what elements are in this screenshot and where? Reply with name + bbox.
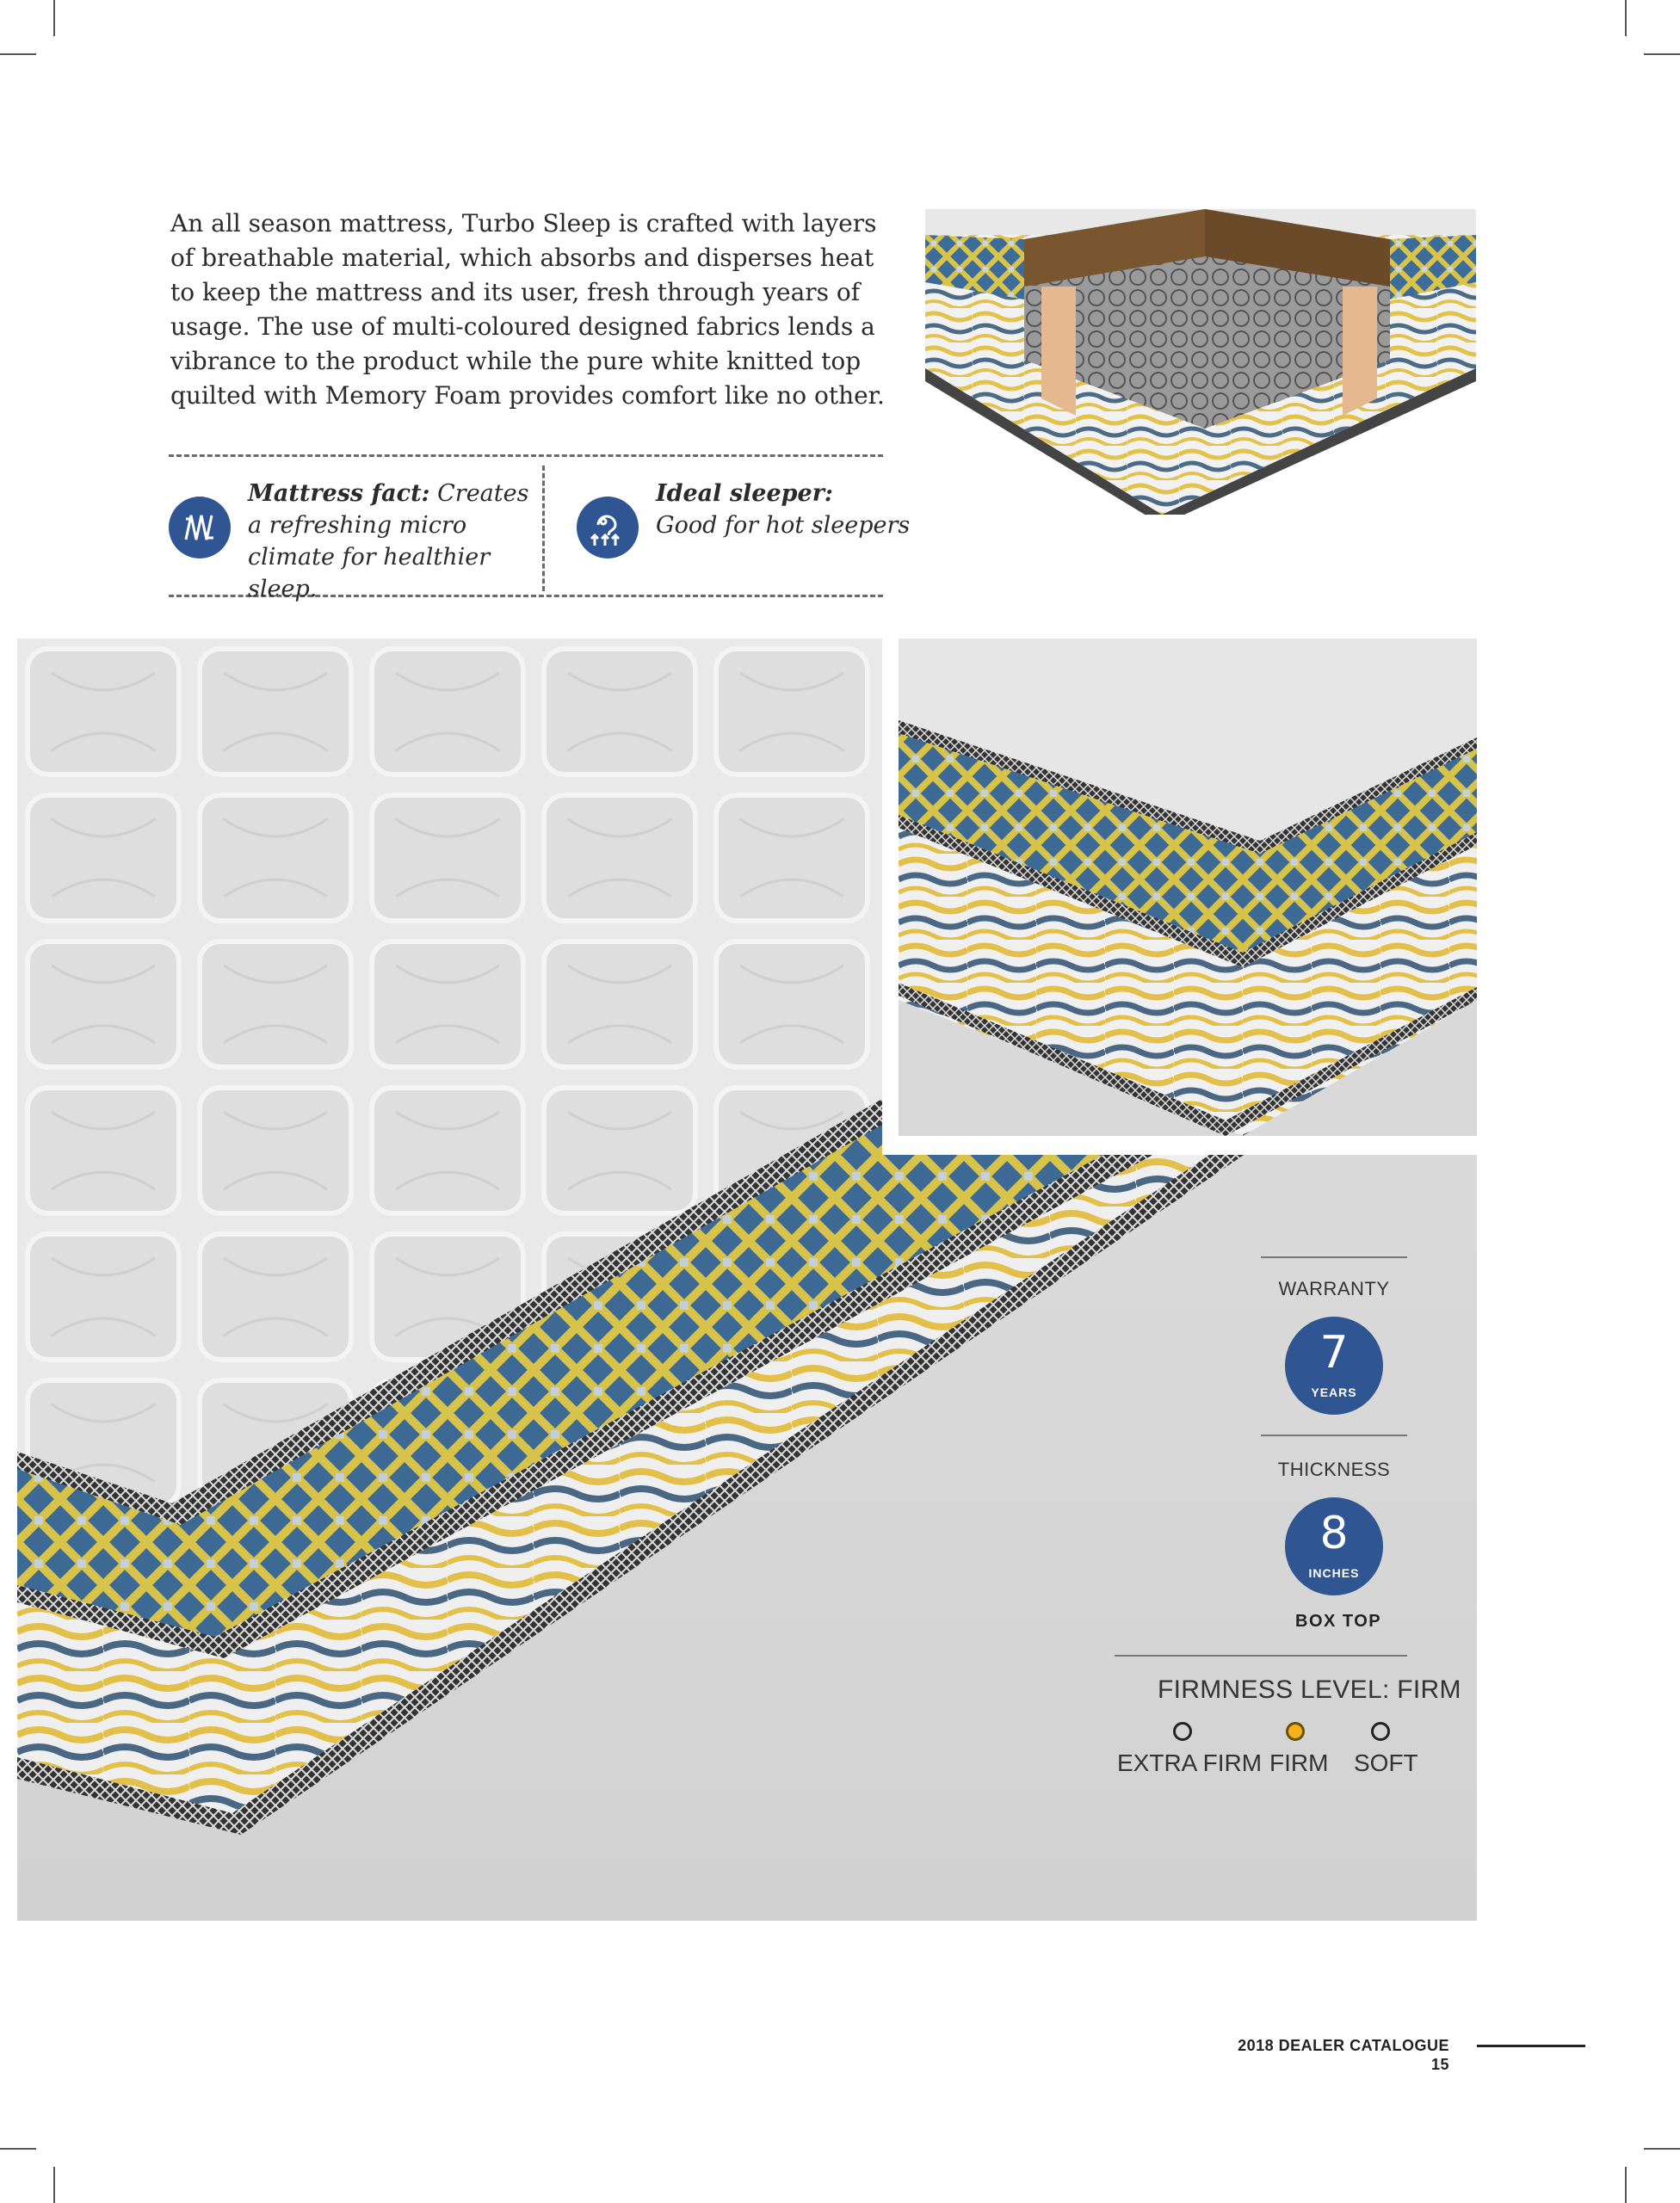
firmness-option-soft: SOFT [1354, 1749, 1418, 1776]
warranty-badge [1285, 1317, 1383, 1415]
firmness-soft-radio [1371, 1722, 1390, 1741]
divider [1261, 1435, 1407, 1436]
hot-sleeper-icon [577, 497, 639, 558]
fact-text: Creates a refreshing micro climate for healthier sleep. [248, 480, 529, 602]
firmness-option-firm: FIRM [1269, 1749, 1329, 1776]
intro-paragraph: An all season mattress, Turbo Sleep is crafted with layers of breathable material, which absorbs and disperses heat to keep the mattress and its user, fresh through years of usage. The use of multi-coloured designed fabrics lends a vibrance to the product while the pure white knitted top quilted with Memory Foam provides comfort like no other. [170, 209, 885, 410]
thickness-value: 8 [1319, 1508, 1349, 1559]
warranty-value: 7 [1319, 1327, 1349, 1379]
facts-box [169, 454, 911, 602]
fact-title: Ideal sleeper: [656, 480, 833, 507]
warranty-unit: YEARS [1311, 1385, 1357, 1399]
crop-mark [53, 2167, 55, 2203]
page-number: 15 [1430, 2056, 1449, 2073]
crop-mark [1625, 2167, 1627, 2203]
firmness-option-extra-firm: EXTRA FIRM [1117, 1749, 1263, 1776]
top-type: BOX TOP [1295, 1612, 1382, 1631]
crop-mark [53, 0, 55, 36]
fact-text: Good for hot sleepers [656, 512, 911, 539]
firmness-extra-firm-radio [1173, 1722, 1192, 1741]
firmness-title: FIRMNESS LEVEL: FIRM [1158, 1675, 1461, 1704]
crop-mark [0, 53, 36, 55]
facts-divider [542, 466, 545, 591]
divider [1115, 1655, 1407, 1657]
firmness-firm-radio [1286, 1722, 1305, 1741]
thickness-badge [1285, 1497, 1383, 1595]
catalogue-title: 2018 DEALER CATALOGUE [1238, 2037, 1449, 2054]
fact-title: Mattress fact: [248, 480, 430, 507]
thickness-label: THICKNESS [1277, 1459, 1391, 1480]
cutaway-mattress-image [921, 205, 1480, 515]
crop-mark [1644, 2148, 1680, 2150]
page-footer [1238, 2036, 1449, 2074]
crop-mark [1644, 53, 1680, 55]
thickness-unit: INCHES [1308, 1566, 1360, 1580]
airflow-icon [169, 497, 231, 558]
footer-rule [1477, 2045, 1585, 2047]
crop-mark [0, 2148, 36, 2150]
divider [1261, 1256, 1407, 1258]
crop-mark [1625, 0, 1627, 36]
warranty-label: WARRANTY [1278, 1278, 1390, 1299]
